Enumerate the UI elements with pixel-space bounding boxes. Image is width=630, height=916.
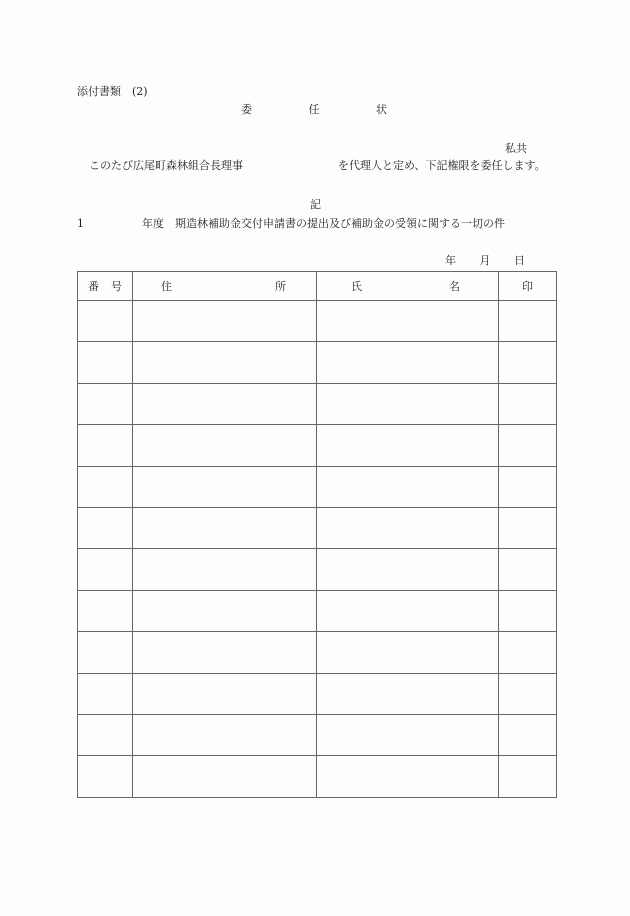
cell-name[interactable] [317,714,499,755]
intro-text-left: このたび広尾町森林組合長理事 [89,159,243,172]
cell-number[interactable] [78,549,133,590]
cell-address[interactable] [133,714,317,755]
table-row [78,383,557,424]
cell-name[interactable] [317,549,499,590]
cell-number[interactable] [78,590,133,631]
cell-address[interactable] [133,756,317,797]
cell-number[interactable] [78,714,133,755]
cell-seal[interactable] [499,756,557,797]
cell-seal[interactable] [499,549,557,590]
date-year-label: 年 [445,254,456,267]
cell-name[interactable] [317,383,499,424]
header-address: 住 所 [133,272,317,301]
table-row [78,590,557,631]
cell-seal[interactable] [499,714,557,755]
attachment-label: 添付書類 (2) [77,85,148,98]
table-row [78,466,557,507]
header-name: 氏 名 [317,272,499,301]
cell-address[interactable] [133,632,317,673]
cell-name[interactable] [317,673,499,714]
cell-seal[interactable] [499,425,557,466]
table-row [78,756,557,797]
cell-address[interactable] [133,466,317,507]
date-day-label: 日 [514,254,525,267]
cell-name[interactable] [317,342,499,383]
cell-seal[interactable] [499,383,557,424]
cell-address[interactable] [133,507,317,548]
header-number: 番 号 [78,272,133,301]
ki-label: 記 [310,198,321,211]
document-title [241,104,387,115]
cell-address[interactable] [133,301,317,342]
cell-seal[interactable] [499,590,557,631]
cell-name[interactable] [317,425,499,466]
cell-number[interactable] [78,673,133,714]
cell-number[interactable] [78,466,133,507]
title-char: 任 [308,103,320,116]
cell-seal[interactable] [499,632,557,673]
cell-address[interactable] [133,383,317,424]
table-row [78,673,557,714]
cell-name[interactable] [317,590,499,631]
cell-name[interactable] [317,632,499,673]
cell-name[interactable] [317,466,499,507]
table-row [78,425,557,466]
cell-number[interactable] [78,342,133,383]
table-row [78,507,557,548]
cell-address[interactable] [133,590,317,631]
table-row [78,301,557,342]
cell-name[interactable] [317,756,499,797]
signer-label: 私共 [505,142,527,155]
cell-number[interactable] [78,632,133,673]
table-row [78,342,557,383]
cell-address[interactable] [133,425,317,466]
title-char: 委 [241,103,252,116]
cell-seal[interactable] [499,466,557,507]
table-row [78,714,557,755]
cell-seal[interactable] [499,507,557,548]
cell-number[interactable] [78,756,133,797]
date-field [445,255,525,266]
cell-seal[interactable] [499,673,557,714]
delegation-table [77,271,557,798]
table-row [78,632,557,673]
cell-address[interactable] [133,342,317,383]
date-month-label: 月 [479,254,491,267]
cell-number[interactable] [78,383,133,424]
item-number: 1 [77,217,84,230]
intro-text-right: を代理人と定め、下記権限を委任します。 [338,159,546,172]
cell-name[interactable] [317,507,499,548]
cell-number[interactable] [78,425,133,466]
cell-number[interactable] [78,507,133,548]
cell-number[interactable] [78,301,133,342]
cell-address[interactable] [133,673,317,714]
title-char: 状 [376,103,387,116]
cell-seal[interactable] [499,301,557,342]
cell-address[interactable] [133,549,317,590]
item-text: 年度 期造林補助金交付申請書の提出及び補助金の受領に関する一切の件 [142,217,505,230]
header-seal: 印 [499,272,557,301]
table-header-row [78,272,557,301]
table-row [78,549,557,590]
cell-seal[interactable] [499,342,557,383]
cell-name[interactable] [317,301,499,342]
